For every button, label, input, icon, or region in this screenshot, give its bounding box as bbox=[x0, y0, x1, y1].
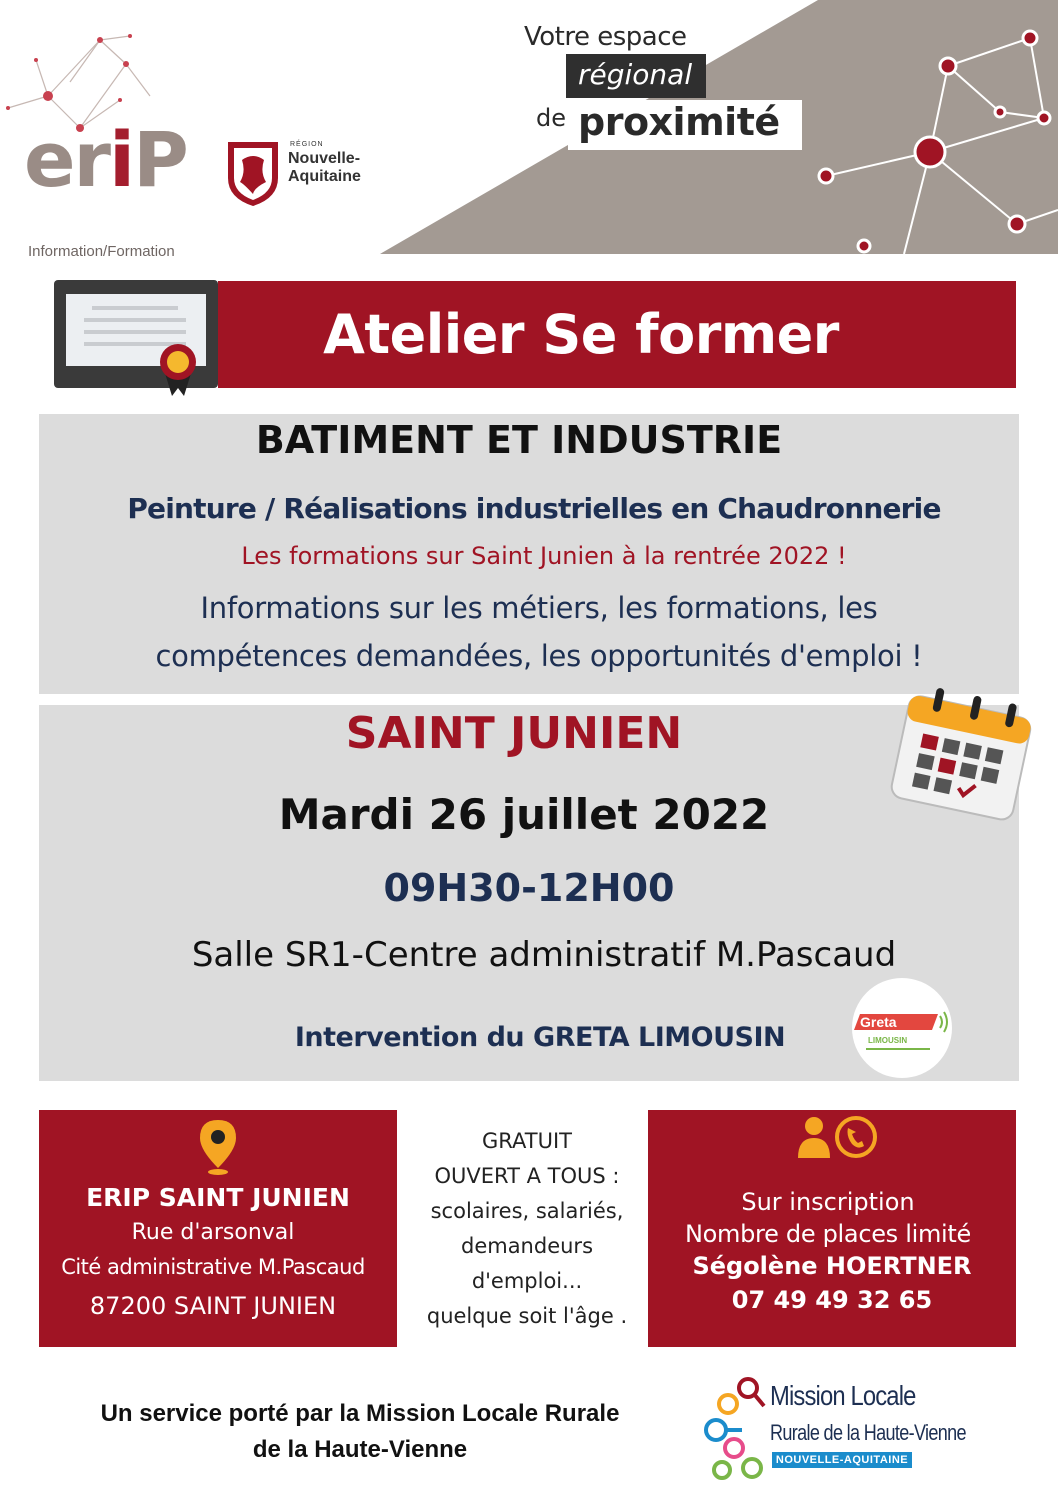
audience-info bbox=[404, 1124, 650, 1334]
tagline-line2: régional bbox=[578, 58, 693, 91]
location-building: Cité administrative M.Pascaud bbox=[61, 1255, 365, 1279]
tagline-line1: Votre espace bbox=[524, 22, 687, 52]
audience-line-2: OUVERT A TOUS : bbox=[434, 1164, 620, 1188]
greta-logo-subtext: LIMOUSIN bbox=[868, 1036, 908, 1045]
event-city: SAINT JUNIEN bbox=[345, 708, 683, 759]
location-street: Rue d'arsonval bbox=[131, 1220, 295, 1245]
contact-phone-icon bbox=[796, 1114, 878, 1160]
erip-logo-letter-i: i bbox=[109, 115, 134, 204]
audience-line-1: GRATUIT bbox=[482, 1129, 572, 1153]
info-line-1: Informations sur les métiers, les formations, les bbox=[200, 591, 878, 625]
erip-subtitle: Information/Formation bbox=[28, 243, 175, 260]
footer-line-2: de la Haute-Vienne bbox=[252, 1436, 468, 1463]
location-postcode-city: 87200 SAINT JUNIEN bbox=[89, 1292, 337, 1320]
contact-name: Ségolène HOERTNER bbox=[692, 1252, 972, 1280]
region-name bbox=[288, 150, 361, 186]
sector-heading: BATIMENT ET INDUSTRIE bbox=[255, 418, 783, 462]
location-name: ERIP SAINT JUNIEN bbox=[86, 1183, 350, 1212]
mission-locale-subtitle: Rurale de la Haute-Vienne bbox=[770, 1420, 966, 1445]
limited-places-note: Nombre de places limité bbox=[685, 1220, 971, 1248]
erip-logo-letter-r: r bbox=[73, 115, 110, 204]
erip-logo-letter-e: e bbox=[24, 115, 74, 204]
footer-service-note bbox=[50, 1396, 670, 1468]
header-banner bbox=[0, 0, 1058, 262]
info-line-2: compétences demandées, les opportunités d'emploi ! bbox=[155, 639, 923, 673]
tagline-line3: proximité bbox=[578, 100, 780, 144]
mission-locale-name: Mission Locale bbox=[770, 1380, 916, 1411]
calendar-icon bbox=[884, 684, 1040, 822]
erip-logo bbox=[24, 115, 187, 204]
page-title: Atelier Se former bbox=[323, 303, 839, 366]
audience-line-4: demandeurs bbox=[460, 1234, 594, 1258]
event-date: Mardi 26 juillet 2022 bbox=[278, 790, 770, 839]
event-intervention: Intervention du GRETA LIMOUSIN bbox=[294, 1022, 786, 1053]
event-time: 09H30-12H00 bbox=[383, 866, 675, 910]
region-name-line2: Aquitaine bbox=[288, 168, 361, 185]
event-room: Salle SR1-Centre administratif M.Pascaud bbox=[191, 935, 897, 975]
jobs-subheading: Peinture / Réalisations industrielles en Chaudronnerie bbox=[127, 492, 941, 525]
location-pin-icon bbox=[198, 1118, 238, 1176]
contact-phone: 07 49 49 32 65 bbox=[731, 1286, 933, 1314]
info-paragraph bbox=[39, 584, 1039, 680]
mission-locale-region-badge: NOUVELLE-AQUITAINE bbox=[772, 1452, 912, 1468]
trainings-note: Les formations sur Saint Junien à la rentrée 2022 ! bbox=[241, 542, 847, 570]
certificate-icon bbox=[52, 278, 220, 400]
audience-line-5: d'emploi... bbox=[471, 1269, 583, 1293]
greta-logo-text: Greta bbox=[860, 1014, 897, 1030]
region-label: RÉGION bbox=[290, 141, 324, 148]
audience-line-3: scolaires, salariés, bbox=[430, 1199, 624, 1223]
audience-line-6: quelque soit l'âge . bbox=[426, 1304, 628, 1328]
footer-line-1: Un service porté par la Mission Locale Rurale bbox=[100, 1400, 620, 1427]
registration-note: Sur inscription bbox=[741, 1188, 915, 1216]
region-name-line1: Nouvelle- bbox=[288, 150, 361, 167]
region-shield-icon bbox=[224, 138, 282, 208]
erip-logo-letter-p: P bbox=[133, 115, 187, 204]
tagline-line3-prefix: de bbox=[536, 104, 566, 132]
